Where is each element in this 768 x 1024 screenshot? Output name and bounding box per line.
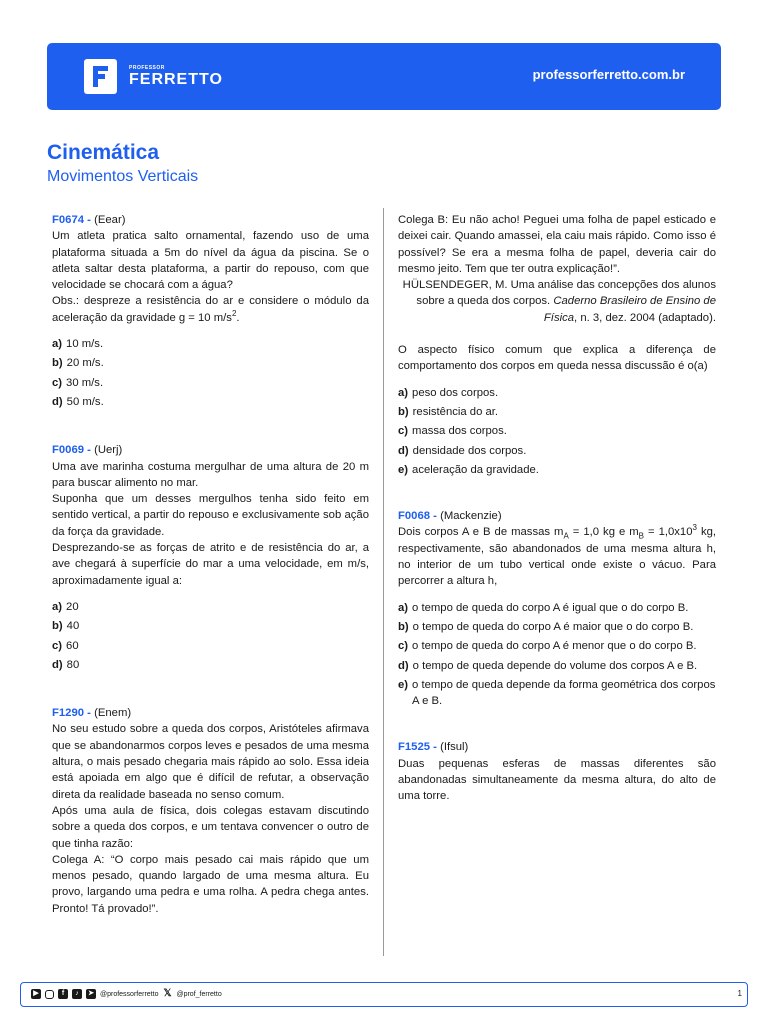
- tiktok-icon[interactable]: ♪: [72, 989, 82, 999]
- option-text: o tempo de queda depende do volume dos corpos A e B.: [412, 659, 698, 672]
- option-b[interactable]: [52, 618, 369, 634]
- youtube-icon[interactable]: ▶: [31, 989, 41, 999]
- option-c[interactable]: [398, 423, 716, 439]
- x-twitter-icon[interactable]: 𝕏: [163, 988, 172, 999]
- site-link[interactable]: professorferretto.com.br: [532, 67, 685, 82]
- note-end: .: [236, 311, 240, 324]
- page-subtitle: Movimentos Verticais: [47, 168, 199, 185]
- question-f0674: [52, 212, 369, 410]
- q4-text-b: = 1,0 kg e m: [568, 526, 639, 539]
- question-note: [52, 293, 369, 326]
- left-column: [52, 212, 369, 917]
- question-text: Um atleta pratica salto ornamental, fazendo uso de uma plataforma situada a 5m do nível da água da piscina. Se o atleta saltar desta plataforma, a partir do repouso, com que velocidade se chocará com a água?: [52, 230, 369, 292]
- option-letter: e): [398, 678, 409, 691]
- option-letter: a): [52, 600, 63, 613]
- social-links: [31, 989, 222, 999]
- q4-text-a: Dois corpos A e B de massas m: [398, 526, 564, 539]
- option-text: 60: [66, 639, 79, 652]
- option-text: 30 m/s.: [66, 376, 104, 389]
- question-f0068: [398, 508, 716, 709]
- option-c[interactable]: [52, 375, 369, 391]
- option-letter: c): [398, 425, 409, 438]
- instagram-icon[interactable]: [45, 990, 54, 999]
- page-number: 1: [737, 989, 742, 998]
- option-letter: b): [52, 620, 63, 633]
- ferretto-logo-icon: [84, 59, 117, 94]
- option-c[interactable]: [398, 638, 716, 654]
- option-letter: a): [52, 338, 63, 351]
- option-b[interactable]: [398, 404, 716, 420]
- option-text: o tempo de queda do corpo A é maior que o do corpo B.: [412, 620, 694, 633]
- question-code: F0068 -: [398, 510, 437, 523]
- option-text: densidade dos corpos.: [412, 444, 527, 457]
- option-a[interactable]: [398, 385, 716, 401]
- option-b[interactable]: [398, 619, 716, 635]
- option-d[interactable]: [398, 658, 716, 674]
- question-text: No seu estudo sobre a queda dos corpos, Aristóteles afirmava que se abandonarmos corpos leves e pesados de uma mesma altura, o mais pesado chegaria mais rápido ao solo. Essa ideia está apoiada em algo que é difícil de refutar, a observação direta da realidade baseada no senso comum.: [52, 723, 369, 801]
- q4-sub-a: A: [563, 531, 569, 541]
- reference: [398, 277, 716, 326]
- option-letter: e): [398, 463, 409, 476]
- q4-text-c: = 1,0x10: [644, 526, 693, 539]
- option-e[interactable]: [398, 462, 716, 478]
- column-divider: [383, 208, 384, 956]
- option-text: aceleração da gravidade.: [412, 463, 539, 476]
- option-text: 80: [66, 658, 80, 671]
- option-letter: a): [398, 601, 409, 614]
- spacer: [398, 326, 716, 342]
- option-text: peso dos corpos.: [412, 386, 499, 399]
- option-text: resistência do ar.: [412, 405, 499, 418]
- option-a[interactable]: [52, 336, 369, 352]
- question-text: Uma ave marinha costuma mergulhar de uma altura de 20 m para buscar alimento no mar.: [52, 460, 369, 489]
- option-letter: d): [398, 444, 409, 457]
- question-f1525: [398, 739, 716, 804]
- spacer: [398, 712, 716, 739]
- option-text: 50 m/s.: [66, 395, 104, 408]
- question-code: F0069 -: [52, 444, 91, 457]
- question-text: O aspecto físico comum que explica a diferença de comportamento dos corpos em queda nessa discussão é o(a): [398, 344, 716, 373]
- handle-professorferretto[interactable]: @professorferretto: [100, 990, 159, 998]
- reference-end: , n. 3, dez. 2004 (adaptado).: [574, 311, 716, 324]
- option-letter: b): [398, 405, 409, 418]
- reference-text: HÜLSENDEGER, M. Uma análise das concepções dos alunos sobre a queda dos corpos.: [402, 279, 716, 308]
- option-b[interactable]: [52, 355, 369, 371]
- option-letter: c): [398, 640, 409, 653]
- option-letter: d): [52, 658, 63, 671]
- question-source: (Eear): [94, 214, 126, 226]
- question-source: (Mackenzie): [440, 510, 502, 523]
- option-letter: d): [398, 659, 409, 672]
- q4-sub-b: B: [638, 531, 644, 541]
- question-source: (Ifsul): [440, 741, 469, 754]
- question-text: [398, 524, 716, 589]
- option-text: 20: [66, 600, 79, 613]
- reference-journal: Caderno Brasileiro de Ensino de Física: [543, 295, 716, 324]
- question-header: [52, 442, 369, 458]
- option-letter: a): [398, 386, 409, 399]
- header-banner: [47, 43, 721, 110]
- question-code: F1525 -: [398, 741, 437, 754]
- spacer: [52, 676, 369, 705]
- right-column: [398, 212, 716, 805]
- option-letter: b): [398, 620, 409, 633]
- question-f1290: [52, 705, 369, 917]
- question-text: Após uma aula de física, dois colegas estavam discutindo sobre a queda dos corpos, e um tentava convencer o outro de que tinha razão:: [52, 804, 369, 850]
- option-letter: c): [52, 376, 63, 389]
- options-list: [398, 600, 716, 710]
- option-e[interactable]: [398, 677, 716, 710]
- question-code: F1290 -: [52, 707, 91, 720]
- option-a[interactable]: [398, 600, 716, 616]
- spacer: [52, 413, 369, 442]
- option-d[interactable]: [398, 443, 716, 459]
- option-letter: c): [52, 639, 63, 652]
- option-text: o tempo de queda do corpo A é igual que o do corpo B.: [412, 601, 689, 614]
- telegram-icon[interactable]: ➤: [86, 989, 96, 999]
- question-text: Duas pequenas esferas de massas diferentes são abandonadas simultaneamente da mesma altura, do alto de uma torre.: [398, 757, 716, 803]
- question-text: Suponha que um desses mergulhos tenha sido feito em sentido vertical, a partir do repouso e exclusivamente sob ação da força da gravidade.: [52, 493, 369, 538]
- logo-name: FERRETTO: [129, 71, 223, 88]
- option-a[interactable]: [52, 599, 369, 615]
- logo-small-text: PROFESSOR: [129, 65, 165, 71]
- option-text: 40: [66, 620, 80, 633]
- option-text: o tempo de queda depende da forma geométrica dos corpos A e B.: [412, 678, 716, 708]
- question-f0069: [52, 442, 369, 673]
- question-text: Colega A: “O corpo mais pesado cai mais rápido que um menos pesado, quando largado de uma mesma altura. Eu provo, largando uma pedra e uma rolha. A pedra chega antes. Pronto! Tá provado!”.: [52, 853, 369, 915]
- question-text: Desprezando-se as forças de atrito e de resistência do ar, a ave chegará à superfície do mar a uma velocidade, em m/s, aproximadamente igual a:: [52, 542, 369, 587]
- option-text: massa dos corpos.: [412, 425, 507, 438]
- question-header: [398, 739, 716, 755]
- option-d[interactable]: [52, 394, 369, 410]
- option-c[interactable]: [52, 638, 369, 654]
- option-d[interactable]: [52, 657, 369, 673]
- option-text: 10 m/s.: [66, 338, 104, 351]
- q4-sup-c: 3: [692, 523, 697, 533]
- spacer: [398, 481, 716, 508]
- option-letter: b): [52, 357, 63, 370]
- question-header: [52, 705, 369, 721]
- question-header: [398, 508, 716, 524]
- q4-text-d: kg, respectivamente, são abandonados de uma mesma altura h, no interior de um tubo vertical onde existe o vácuo. Para percorrer a altura h,: [398, 526, 717, 588]
- options-list: [52, 336, 369, 410]
- option-letter: d): [52, 395, 63, 408]
- options-list: [52, 599, 369, 673]
- question-source: (Enem): [94, 707, 132, 720]
- option-text: o tempo de queda do corpo A é menor que o do corpo B.: [412, 640, 697, 653]
- facebook-icon[interactable]: f: [58, 989, 68, 999]
- question-header: [52, 212, 369, 228]
- page-title: Cinemática: [47, 141, 160, 164]
- note-sup: 2: [231, 309, 237, 319]
- option-text: 20 m/s.: [66, 357, 104, 370]
- options-list: [398, 385, 716, 478]
- question-text: Colega B: Eu não acho! Peguei uma folha de papel esticado e deixei cair. Quando amassei, ela caiu mais rápido. Como isso é possível? Se era a mesma folha de papel, deveria cair do mesmo jeito. Tem que ter outra explicação!”.: [398, 214, 716, 275]
- handle-prof-ferretto[interactable]: @prof_ferretto: [176, 990, 222, 998]
- question-code: F0674 -: [52, 214, 91, 226]
- note-text: Obs.: despreze a resistência do ar e considere o módulo da aceleração da gravidade g = 10 m/s: [52, 295, 369, 324]
- question-source: (Uerj): [94, 444, 123, 457]
